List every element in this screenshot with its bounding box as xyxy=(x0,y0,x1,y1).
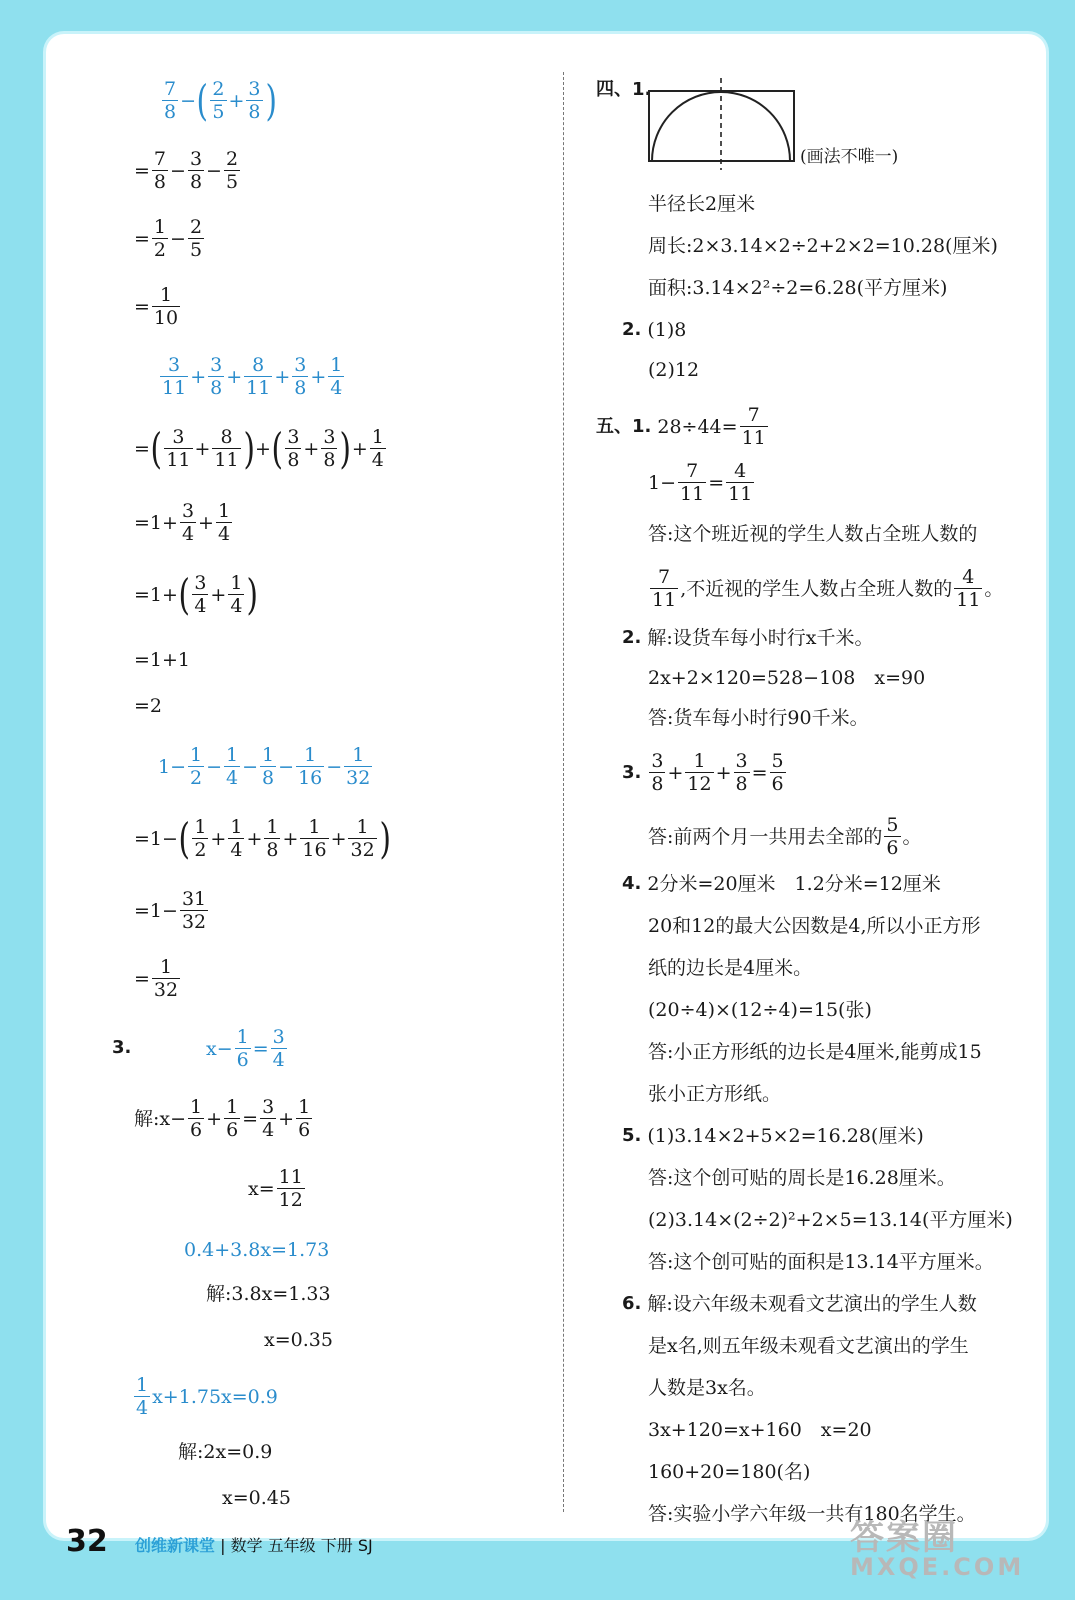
section-5-q1-answer-1: 答:这个班近视的学生人数占全班人数的 xyxy=(648,523,978,545)
equation-3-result: x=0.45 xyxy=(222,1487,291,1509)
section-5-q1-step: 1− $\frac{7}{11}$ = $\frac{4}{11}$ xyxy=(648,460,753,505)
q4-line-3: 纸的边长是4厘米。 xyxy=(648,957,813,979)
section-4-q2: 2. (1)8 xyxy=(622,319,687,341)
expr-1-step-2: = $\frac{1}{2}$ − $\frac{2}{5}$ xyxy=(134,216,203,261)
q6-line-6: 答:实验小学六年级一共有180名学生。 xyxy=(648,1503,976,1525)
semicircle-diagram xyxy=(646,78,798,170)
q4-line-6: 张小正方形纸。 xyxy=(648,1083,782,1105)
book-info: | 数学 五年级 下册 SJ xyxy=(220,1536,373,1555)
section-4-q2-b: (2)12 xyxy=(648,359,700,381)
q6-line-5: 160+20=180(名) xyxy=(648,1461,811,1483)
footer-info xyxy=(135,1533,373,1556)
expr-1-step-1: = $\frac{7}{8}$ − $\frac{3}{8}$ − $\frac{2}{5}$ xyxy=(134,148,239,193)
q5-line-4: 答:这个创可贴的面积是13.14平方厘米。 xyxy=(648,1251,994,1273)
column-divider xyxy=(563,72,564,1512)
equation-2: 0.4+3.8x=1.73 xyxy=(184,1239,330,1261)
expr-2-step-2: =1+ $\frac{3}{4}$ + $\frac{1}{4}$ xyxy=(134,500,231,545)
q4-line-1: 4. 2分米=20厘米 1.2分米=12厘米 xyxy=(622,873,941,895)
equation-1-result: x= $\frac{11}{12}$ xyxy=(248,1166,303,1211)
q4-line-2: 20和12的最大公因数是4,所以小正方形 xyxy=(648,915,981,937)
q6-line-2: 是x名,则五年级未观看文艺演出的学生 xyxy=(648,1335,969,1357)
section-5-q1-answer-2: $\frac{7}{11}$ ,不近视的学生人数占全班人数的 $\frac{4}{11}$ 。 xyxy=(652,566,1004,611)
expr-2: $\frac{3}{11}$ + $\frac{3}{8}$ + $\frac{8}{11}$ + $\frac{3}{8}$ + $\frac{1}{4}$ xyxy=(162,354,343,399)
expr-1-result: = $\frac{1}{10}$ xyxy=(134,284,179,329)
expr-3-step-2: =1− $\frac{31}{32}$ xyxy=(134,888,207,933)
q2-line-1: 2. 解:设货车每小时行x千米。 xyxy=(622,627,874,649)
expr-2-result: =2 xyxy=(134,695,163,717)
perimeter-line: 周长:2×3.14×2÷2+2×2=10.28(厘米) xyxy=(648,235,998,257)
equation-1: x− $\frac{1}{6}$ = $\frac{3}{4}$ xyxy=(206,1026,285,1071)
section-4-label: 四、1. xyxy=(596,79,652,100)
expr-2-step-1: = ( $\frac{3}{11}$ + $\frac{8}{11}$ ) + ( $\frac{3}{8}$ + $\frac{3}{8}$ ) + $\frac{1}{4}$ xyxy=(134,423,384,473)
section-5-q1: 五、1. 28÷44= $\frac{7}{11}$ xyxy=(596,404,766,449)
area-line: 面积:3.14×2²÷2=6.28(平方厘米) xyxy=(648,277,948,299)
question-3-label: 3. xyxy=(112,1037,132,1058)
equation-2-result: x=0.35 xyxy=(264,1329,333,1351)
expr-1: $\frac{7}{8}$ − ( $\frac{2}{5}$ + $\frac{3}{8}$ ) xyxy=(164,75,277,125)
expr-3: 1− $\frac{1}{2}$ − $\frac{1}{4}$ − $\frac{1}{8}$ − $\frac{1}{16}$ − $\frac{1}{32}$ xyxy=(158,744,371,789)
equation-1-step: 解:x− $\frac{1}{6}$ + $\frac{1}{6}$ = $\frac{3}{4}$ + $\frac{1}{6}$ xyxy=(134,1096,311,1141)
q6-line-1: 6. 解:设六年级未观看文艺演出的学生人数 xyxy=(622,1293,977,1315)
q4-line-5: 答:小正方形纸的边长是4厘米,能剪成15 xyxy=(648,1041,982,1063)
equation-3: $\frac{1}{4}$ x+1.75x=0.9 xyxy=(136,1374,278,1419)
q2-line-2: 2x+2×120=528−108 x=90 xyxy=(648,667,926,689)
q5-line-3: (2)3.14×(2÷2)²+2×5=13.14(平方厘米) xyxy=(648,1209,1013,1231)
q5-line-2: 答:这个创可贴的周长是16.28厘米。 xyxy=(648,1167,956,1189)
watermark-logo: 答案圈 MXQE.COM xyxy=(850,1518,1025,1581)
q3-line-2: 答:前两个月一共用去全部的 $\frac{5}{6}$ 。 xyxy=(648,814,922,859)
q4-line-4: (20÷4)×(12÷4)=15(张) xyxy=(648,999,872,1021)
expr-2-step-3: =1+ ( $\frac{3}{4}$ + $\frac{1}{4}$ ) xyxy=(134,569,259,619)
brand-name: 创维新课堂 xyxy=(135,1536,216,1555)
q6-line-4: 3x+120=x+160 x=20 xyxy=(648,1419,872,1441)
equation-2-step: 解:3.8x=1.33 xyxy=(206,1283,331,1305)
equation-3-step: 解:2x=0.9 xyxy=(178,1441,273,1463)
q6-line-3: 人数是3x名。 xyxy=(648,1377,766,1399)
page-number: 32 xyxy=(66,1524,108,1559)
expr-3-result: = $\frac{1}{32}$ xyxy=(134,956,179,1001)
radius-line: 半径长2厘米 xyxy=(648,193,756,215)
q2-line-3: 答:货车每小时行90千米。 xyxy=(648,707,869,729)
q5-line-1: 5. (1)3.14×2+5×2=16.28(厘米) xyxy=(622,1125,924,1147)
q3-line-1: 3. $\frac{3}{8}$ + $\frac{1}{12}$ + $\frac{3}{8}$ = $\frac{5}{6}$ xyxy=(622,750,784,795)
expr-2-step-4: =1+1 xyxy=(134,649,191,671)
drawing-note: (画法不唯一) xyxy=(800,147,899,167)
expr-3-step-1: =1− ( $\frac{1}{2}$ + $\frac{1}{4}$ + $\frac{1}{8}$ + $\frac{1}{16}$ + $\frac{1}{32}$ ) xyxy=(134,813,391,863)
